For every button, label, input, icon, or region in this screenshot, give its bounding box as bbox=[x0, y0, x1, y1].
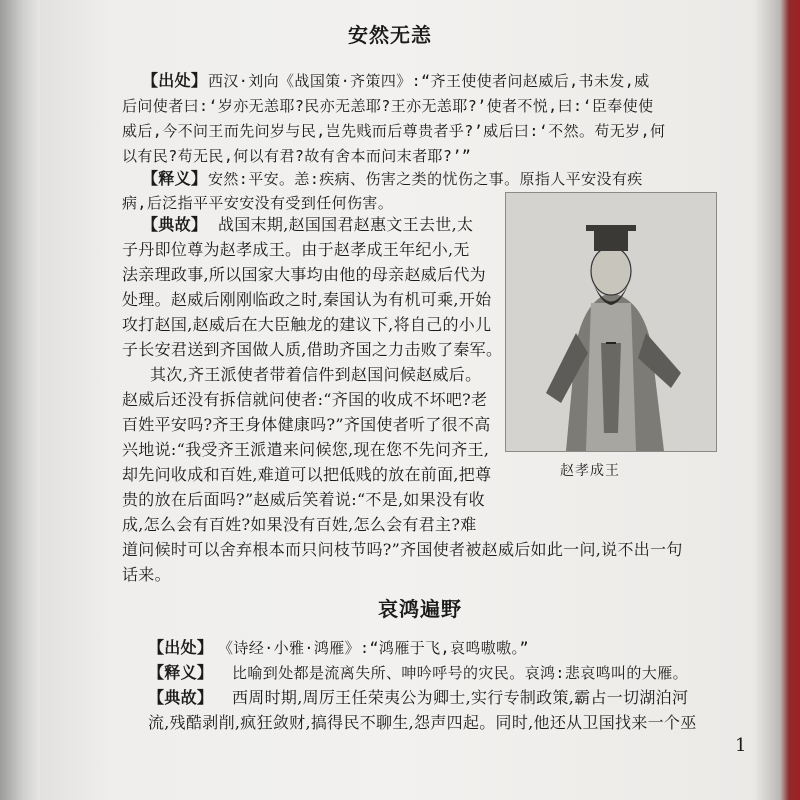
section1-source-tag: 【出处】 bbox=[142, 71, 208, 90]
section1-meaning-line-2: 病,后泛指平平安安没有受到任何伤害。 bbox=[122, 194, 394, 212]
section1-source-line-4: 以有民?苟无民,何以有君?故有舍本而问末者耶?’” bbox=[122, 147, 472, 165]
section2-story-line-2: 流,残酷剥削,疯狂敛财,搞得民不聊生,怨声四起。同时,他还从卫国找来一个巫 bbox=[148, 713, 697, 732]
section1-story-line-9: 百姓平安吗?齐王身体健康吗?”齐国使者听了很不高 bbox=[122, 415, 491, 434]
section2-story-tag: 【典故】 bbox=[148, 688, 214, 707]
section1-meaning-line-1: 安然:平安。恙:疾病、伤害之类的忧伤之事。原指人平安没有疾 bbox=[208, 170, 643, 188]
section1-meaning-tag: 【释义】 bbox=[142, 169, 208, 188]
section1-story-line-10: 兴地说:“我受齐王派遣来问候您,现在您不先问齐王, bbox=[122, 440, 490, 459]
section1-source-line-3: 威后,今不问王而先问岁与民,岂先贱而后尊贵者乎?’威后曰:‘不然。苟无岁,何 bbox=[122, 122, 666, 140]
section2-meaning-text: 比喻到处都是流离失所、呻吟呼号的灾民。哀鸿:悲哀鸣叫的大雁。 bbox=[232, 664, 689, 682]
section1-story-line-11: 却先问收成和百姓,难道可以把低贱的放在前面,把尊 bbox=[122, 465, 492, 484]
section1-story-line-13: 成,怎么会有百姓?如果没有百姓,怎么会有君主?难 bbox=[122, 515, 477, 534]
section1-source-line-2: 后问使者曰:‘岁亦无恙耶?民亦无恙耶?王亦无恙耶?’使者不悦,曰:‘臣奉使使 bbox=[122, 97, 654, 115]
section1-story-line-12: 贵的放在后面吗?”赵威后笑着说:“不是,如果没有收 bbox=[122, 490, 485, 509]
section1-story-line-3: 法亲理政事,所以国家大事均由他的母亲赵威后代为 bbox=[122, 265, 486, 284]
portrait-caption: 赵孝成王 bbox=[560, 463, 620, 479]
book-cover-edge bbox=[756, 0, 800, 800]
section1-story-line-2: 子丹即位尊为赵孝成王。由于赵孝成王年纪小,无 bbox=[122, 240, 470, 259]
page-number: 1 bbox=[735, 735, 747, 756]
section2-source-text: 《诗经·小雅·鸿雁》:“鸿雁于飞,哀鸣嗷嗷。” bbox=[218, 639, 529, 657]
portrait-illustration bbox=[505, 192, 717, 452]
king-figure-drawing bbox=[506, 193, 716, 451]
section1-story-line-7: 其次,齐王派使者带着信件到赵国问候赵威后。 bbox=[150, 365, 482, 384]
section1-source-line-1: 西汉·刘向《战国策·齐策四》:“齐王使使者问赵威后,书未发,威 bbox=[208, 72, 650, 90]
section1-story-line-1: 战国末期,赵国国君赵惠文王去世,太 bbox=[218, 215, 474, 234]
section1-story-line-6: 子长安君送到齐国做人质,借助齐国之力击败了秦军。 bbox=[122, 340, 503, 359]
section1-story-line-5: 攻打赵国,赵威后在大臣触龙的建议下,将自己的小儿 bbox=[122, 315, 492, 334]
section1-story-tag: 【典故】 bbox=[142, 215, 208, 234]
section2-title: 哀鸿遍野 bbox=[378, 597, 462, 621]
section1-story-line-14: 道问候时可以舍弃根本而只问枝节吗?”齐国使者被赵威后如此一问,说不出一句 bbox=[122, 540, 683, 559]
section2-story-line-1: 西周时期,周厉王任荣夷公为卿士,实行专制政策,霸占一切湖泊河 bbox=[232, 688, 689, 707]
section1-title: 安然无恙 bbox=[348, 23, 432, 47]
section1-story-line-15: 话来。 bbox=[122, 565, 171, 584]
section1-story-line-4: 处理。赵威后刚刚临政之时,秦国认为有机可乘,开始 bbox=[122, 290, 492, 309]
section2-meaning-tag: 【释义】 bbox=[148, 663, 214, 682]
section2-source-tag: 【出处】 bbox=[148, 638, 214, 657]
book-gutter-shadow bbox=[0, 0, 42, 800]
section1-story-line-8: 赵威后还没有拆信就问使者:“齐国的收成不坏吧?老 bbox=[122, 390, 488, 409]
